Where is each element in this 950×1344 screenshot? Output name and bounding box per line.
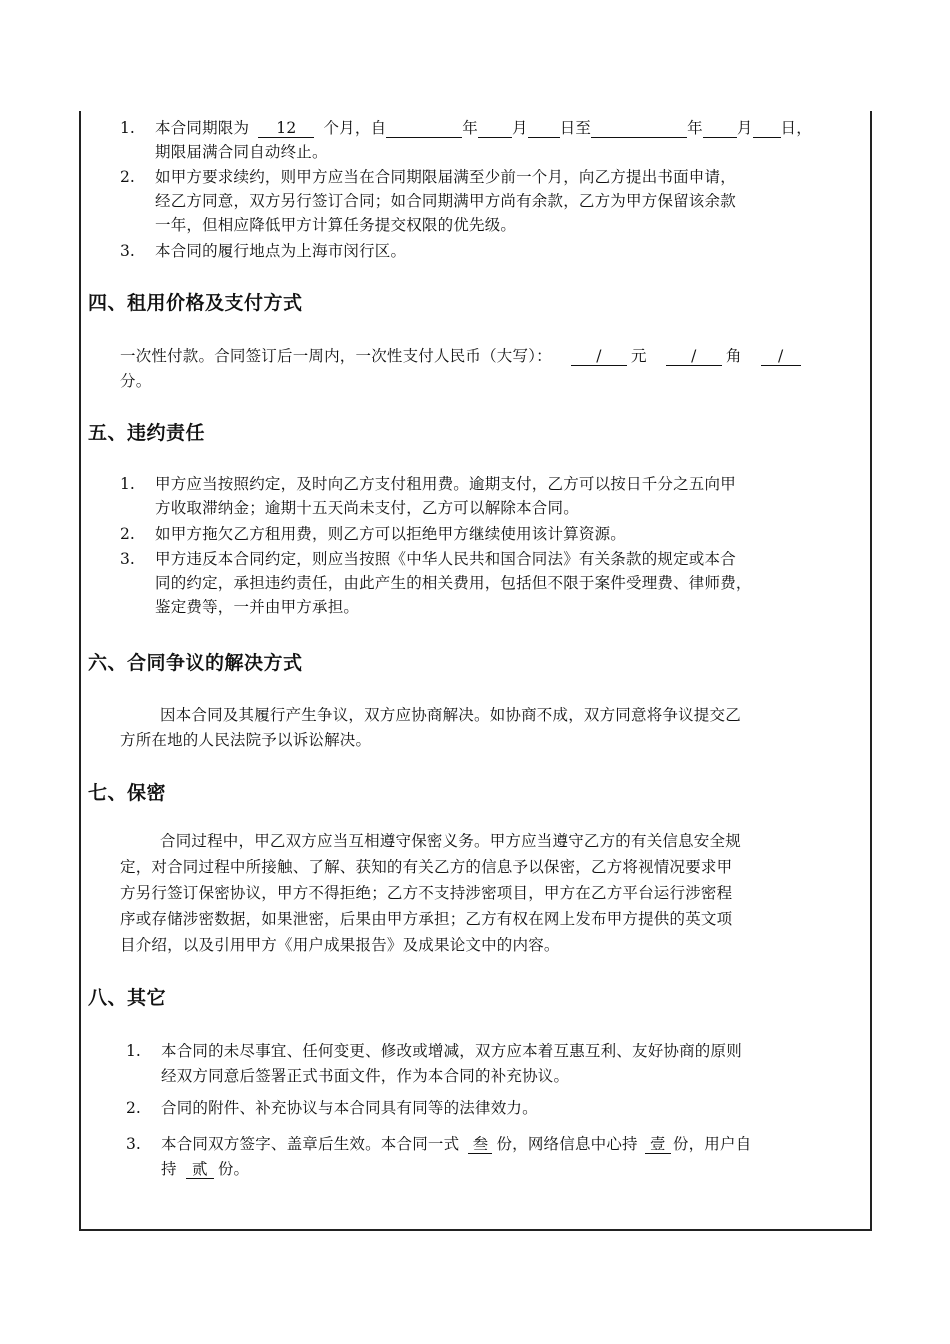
item-number: 2. bbox=[120, 525, 135, 543]
section-heading-confidentiality: 七、保密 bbox=[88, 782, 167, 804]
item-number: 3. bbox=[120, 550, 135, 568]
end-month-blank bbox=[703, 119, 737, 138]
item-number: 1. bbox=[126, 1042, 141, 1060]
liability-1-line2: 方收取滞纳金；逾期十五天尚未支付，乙方可以解除本合同。 bbox=[155, 499, 579, 517]
liability-3-line3: 鉴定费等，一并由甲方承担。 bbox=[155, 598, 360, 616]
item-number: 1. bbox=[120, 119, 135, 137]
other-3-line2: 持 贰 份。 bbox=[161, 1160, 250, 1178]
payment-line1: 一次性付款。合同签订后一周内，一次性支付人民币（大写）： / 元 / 角 / bbox=[120, 345, 801, 367]
center-copies-field: 壹 bbox=[645, 1135, 671, 1154]
section-heading-dispute: 六、合同争议的解决方式 bbox=[88, 652, 303, 674]
dispute-line2: 方所在地的人民法院予以诉讼解决。 bbox=[120, 731, 372, 749]
yuan-amount-field: / bbox=[571, 347, 627, 366]
dispute-line1: 因本合同及其履行产生争议，双方应协商解决。如协商不成，双方同意将争议提交乙 bbox=[160, 706, 741, 724]
location-clause: 本合同的履行地点为上海市闵行区。 bbox=[155, 242, 407, 260]
item-number: 2. bbox=[126, 1099, 141, 1117]
start-month-blank bbox=[478, 119, 512, 138]
item-number: 1. bbox=[120, 475, 135, 493]
term-clause-line1: 本合同期限为 12 个月，自 年 月 日至 年 月 日， bbox=[155, 119, 812, 137]
section-heading-liability: 五、违约责任 bbox=[88, 422, 206, 444]
confidentiality-line3: 方另行签订保密协议，甲方不得拒绝；乙方不支持涉密项目，甲方在乙方平台运行涉密程 bbox=[120, 884, 733, 902]
confidentiality-line4: 序或存储涉密数据，如果泄密，后果由甲方承担；乙方有权在网上发布甲方提供的英文项 bbox=[120, 910, 733, 928]
section-heading-other: 八、其它 bbox=[88, 987, 167, 1009]
other-1-line2: 经双方同意后签署正式书面文件，作为本合同的补充协议。 bbox=[161, 1067, 570, 1085]
liability-3-line2: 同的约定，承担违约责任，由此产生的相关费用，包括但不限于案件受理费、律师费， bbox=[155, 574, 752, 592]
renewal-clause-line1: 如甲方要求续约，则甲方应当在合同期限届满至少前一个月，向乙方提出书面申请， bbox=[155, 168, 736, 186]
renewal-clause-line2: 经乙方同意，双方另行签订合同；如合同期满甲方尚有余款，乙方为甲方保留该余款 bbox=[155, 192, 736, 210]
start-year-blank bbox=[386, 119, 462, 138]
confidentiality-line2: 定，对合同过程中所接触、了解、获知的有关乙方的信息予以保密，乙方将视情况要求甲 bbox=[120, 858, 733, 876]
item-number: 3. bbox=[120, 242, 135, 260]
start-day-blank bbox=[528, 119, 560, 138]
liability-3-line1: 甲方违反本合同约定，则应当按照《中华人民共和国合同法》有关条款的规定或本合 bbox=[155, 550, 736, 568]
user-copies-field: 贰 bbox=[186, 1160, 214, 1179]
jiao-amount-field: / bbox=[666, 347, 722, 366]
confidentiality-line5: 目介绍，以及引用甲方《用户成果报告》及成果论文中的内容。 bbox=[120, 936, 560, 954]
payment-line2: 分。 bbox=[120, 372, 152, 390]
other-2-line1: 合同的附件、补充协议与本合同具有同等的法律效力。 bbox=[161, 1099, 538, 1117]
section-heading-price: 四、租用价格及支付方式 bbox=[88, 292, 303, 314]
end-year-blank bbox=[591, 119, 687, 138]
other-1-line1: 本合同的未尽事宜、任何变更、修改或增减，双方应本着互惠互利、友好协商的原则 bbox=[161, 1042, 742, 1060]
end-day-blank bbox=[753, 119, 781, 138]
renewal-clause-line3: 一年，但相应降低甲方计算任务提交权限的优先级。 bbox=[155, 216, 517, 234]
liability-1-line1: 甲方应当按照约定，及时向乙方支付租用费。逾期支付，乙方可以按日千分之五向甲 bbox=[155, 475, 736, 493]
item-number: 2. bbox=[120, 168, 135, 186]
other-3-line1: 本合同双方签字、盖章后生效。本合同一式 叁 份，网络信息中心持 壹 份，用户自 bbox=[161, 1135, 752, 1153]
total-copies-field: 叁 bbox=[468, 1135, 492, 1154]
term-months-field: 12 bbox=[258, 119, 314, 138]
liability-2-line1: 如甲方拖欠乙方租用费，则乙方可以拒绝甲方继续使用该计算资源。 bbox=[155, 525, 627, 543]
item-number: 3. bbox=[126, 1135, 141, 1153]
term-clause-line2: 期限届满合同自动终止。 bbox=[155, 143, 328, 161]
confidentiality-line1: 合同过程中，甲乙双方应当互相遵守保密义务。甲方应当遵守乙方的有关信息安全规 bbox=[160, 832, 741, 850]
fen-amount-field: / bbox=[761, 347, 801, 366]
